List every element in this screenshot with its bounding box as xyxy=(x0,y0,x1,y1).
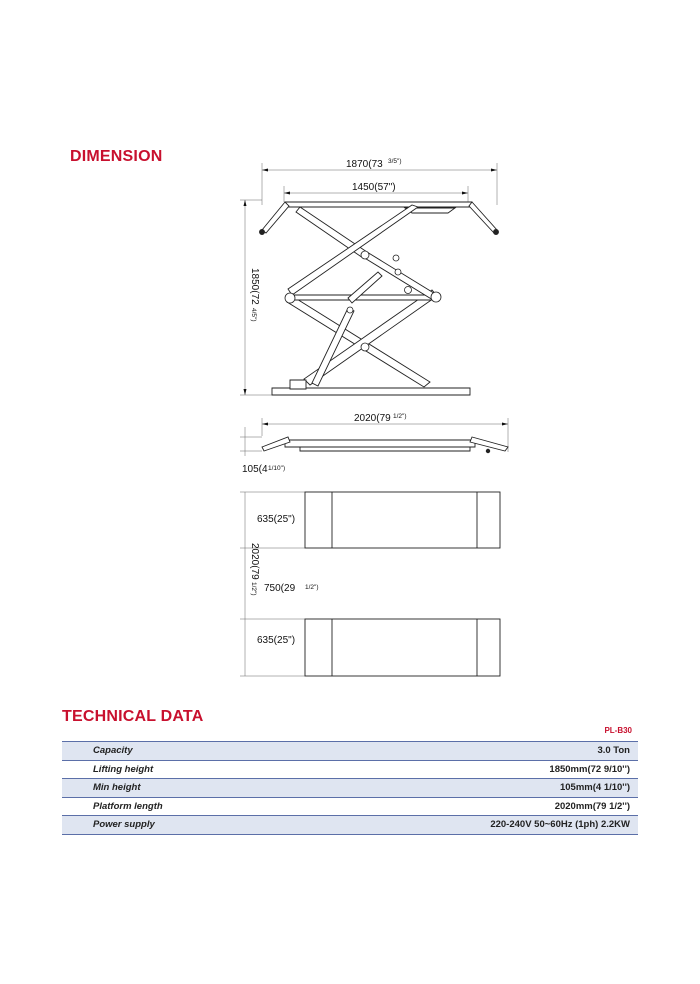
table-row xyxy=(62,760,638,779)
dimension-heading: DIMENSION xyxy=(70,148,163,165)
platform-top-label: 1450(57") xyxy=(352,182,396,193)
min-height-label: 105(4 xyxy=(242,464,268,475)
row-value: 220-240V 50~60Hz (1ph) 2.2KW xyxy=(295,816,638,835)
row-label: Min height xyxy=(62,779,295,798)
plan-length-label: 2020(79 xyxy=(249,543,260,580)
row-label: Capacity xyxy=(62,742,295,761)
row-value: 2020mm(79 1/2'') xyxy=(295,797,638,816)
row-label: Platform length xyxy=(62,797,295,816)
table-row xyxy=(62,779,638,798)
total-length-fraction: 1/2") xyxy=(393,413,407,420)
table-row xyxy=(62,742,638,761)
min-height-fraction: 1/10") xyxy=(268,465,286,472)
plan-length-fraction: 1/2") xyxy=(250,582,257,596)
platform-width-a-label: 635(25") xyxy=(257,514,296,525)
gap-fraction: 1/2") xyxy=(305,584,319,591)
model-number: PL-B30 xyxy=(604,726,632,735)
lift-height-fraction: 4/5") xyxy=(250,308,257,322)
gap-label: 750(29 xyxy=(264,583,296,594)
total-length-label: 2020(79 xyxy=(354,413,391,424)
lift-height-label: 1850(72 xyxy=(249,268,260,305)
row-value: 105mm(4 1/10'') xyxy=(295,779,638,798)
row-label: Power supply xyxy=(62,816,295,835)
platform-width-b-label: 635(25") xyxy=(257,635,296,646)
technical-data-heading: TECHNICAL DATA xyxy=(62,708,204,725)
overall-width-fraction: 3/5") xyxy=(388,158,402,165)
table-row xyxy=(62,816,638,835)
row-value: 1850mm(72 9/10'') xyxy=(295,760,638,779)
technical-data-table xyxy=(62,741,638,835)
row-value: 3.0 Ton xyxy=(295,742,638,761)
overall-width-label: 1870(73 xyxy=(346,159,383,170)
row-label: Lifting height xyxy=(62,760,295,779)
table-row xyxy=(62,797,638,816)
